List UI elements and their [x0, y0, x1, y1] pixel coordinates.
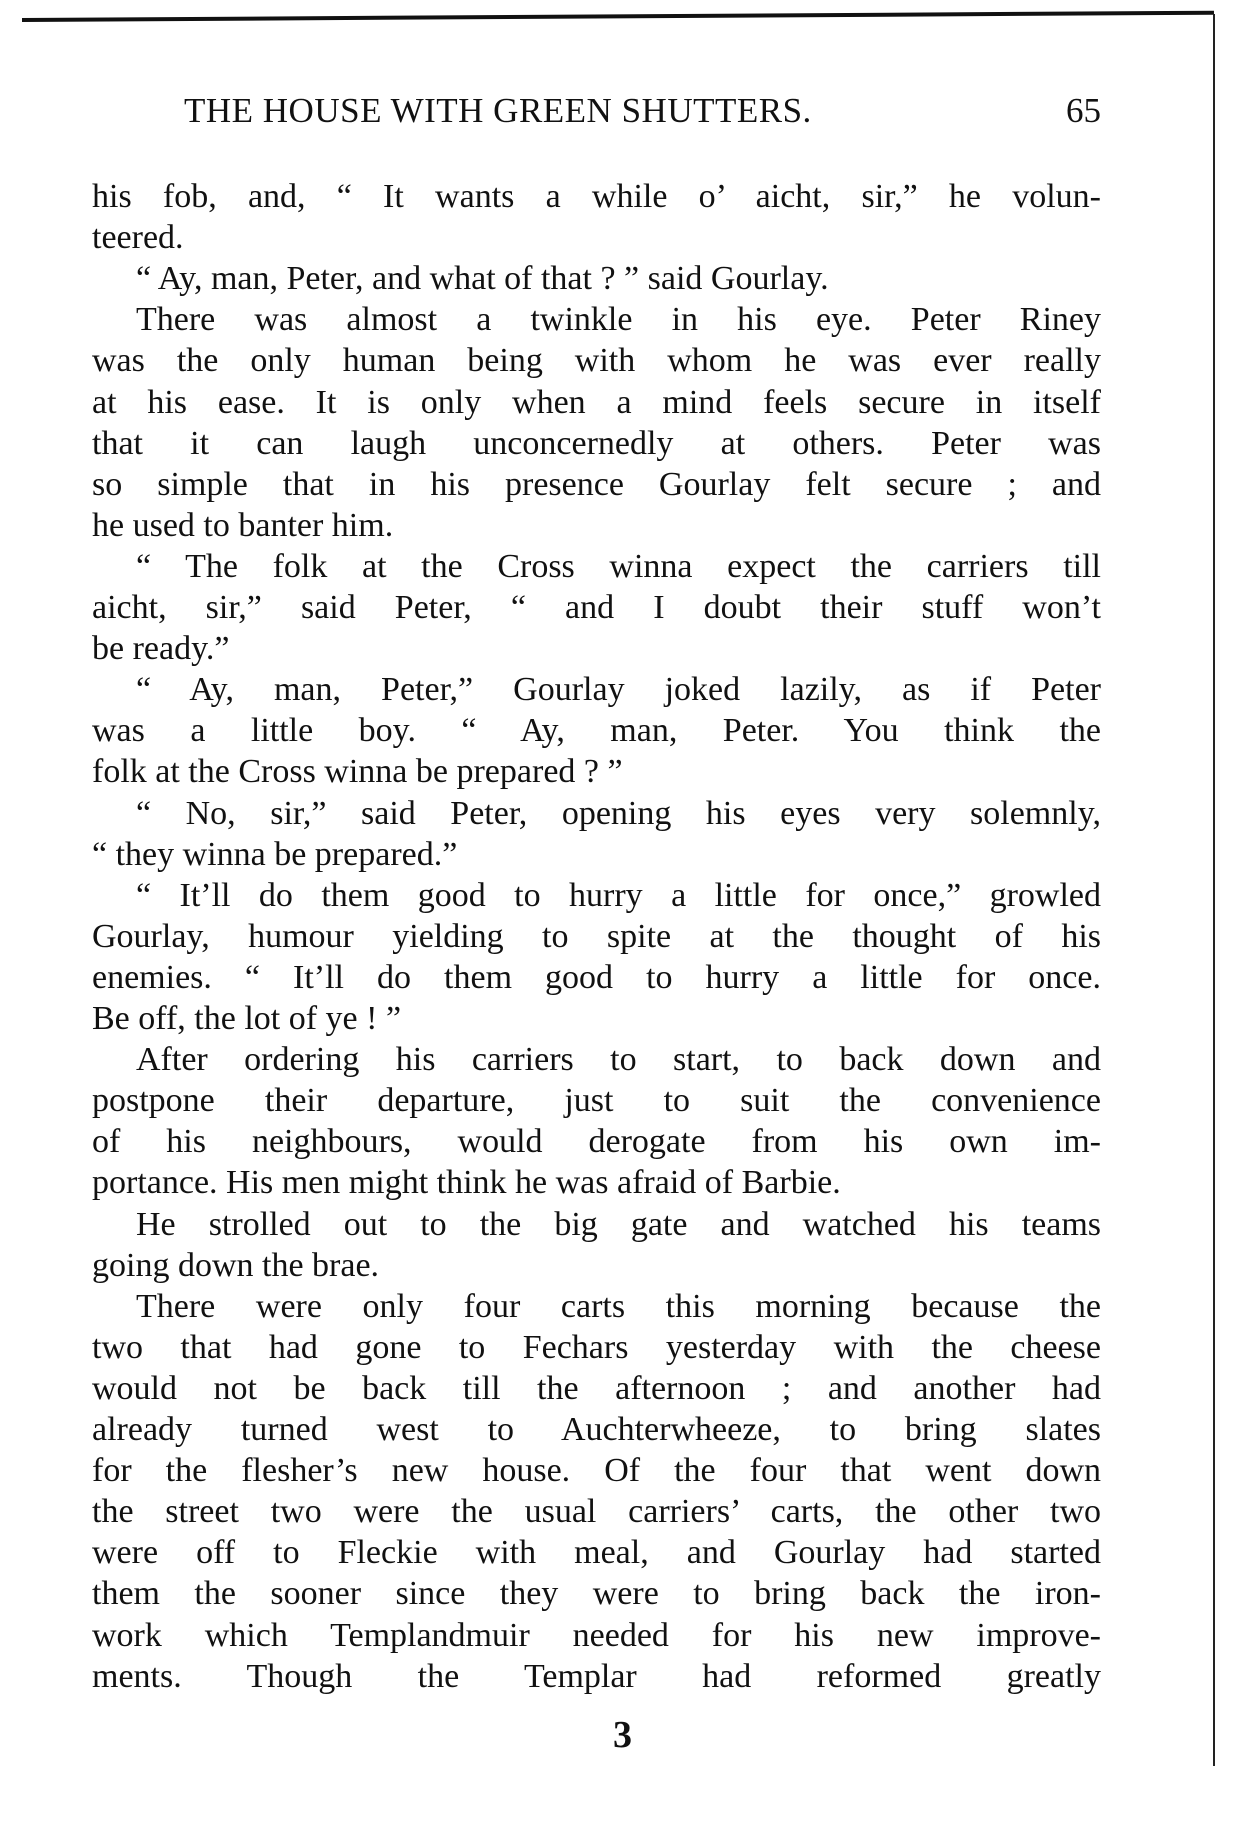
text-line: so simple that in his presence Gourlay felt secure ; and	[92, 465, 1101, 503]
text-line: work which Templandmuir needed for his new improve-	[92, 1616, 1101, 1654]
text-line: of his neighbours, would derogate from his own im-	[92, 1123, 1101, 1161]
text-line: going down the brae.	[92, 1246, 380, 1284]
text-line: “ Ay, man, Peter, and what of that ? ” said Gourlay.	[136, 260, 829, 298]
text-line: “ It’ll do them good to hurry a little for once,” growled	[136, 876, 1101, 914]
page-number: 65	[1066, 91, 1101, 130]
top-rule	[22, 11, 1214, 22]
running-title: THE HOUSE WITH GREEN SHUTTERS.	[184, 91, 812, 130]
text-line: he used to banter him.	[92, 506, 394, 544]
text-line: aicht, sir,” said Peter, “ and I doubt their stuff won’t	[92, 589, 1101, 626]
text-line: at his ease. It is only when a mind feels secure in itself	[92, 383, 1101, 421]
text-line: “ The folk at the Cross winna expect the carriers till	[136, 547, 1101, 585]
text-line: his fob, and, “ It wants a while o’ aicht, sir,” he volun-	[92, 178, 1101, 215]
text-line: them the sooner since they were to bring back the iron-	[92, 1575, 1101, 1613]
text-line: was a little boy. “ Ay, man, Peter. You think the	[92, 712, 1101, 750]
text-line: folk at the Cross winna be prepared ? ”	[92, 753, 623, 791]
text-line: was the only human being with whom he was ever really	[92, 342, 1101, 380]
text-line: would not be back till the afternoon ; and another had	[92, 1369, 1101, 1407]
text-line: “ they winna be prepared.”	[92, 835, 458, 873]
text-line: teered.	[92, 219, 184, 257]
text-line: postpone their departure, just to suit the convenience	[92, 1082, 1101, 1120]
text-line: Be off, the lot of ye ! ”	[92, 1000, 402, 1037]
text-line: two that had gone to Fechars yesterday with the cheese	[92, 1328, 1101, 1366]
text-line: were off to Fleckie with meal, and Gourlay had started	[92, 1534, 1101, 1572]
text-line: for the flesher’s new house. Of the four that went down	[92, 1452, 1101, 1490]
text-line: “ Ay, man, Peter,” Gourlay joked lazily, as if Peter	[136, 671, 1101, 709]
text-line: that it can laugh unconcernedly at others. Peter was	[92, 424, 1101, 462]
signature-mark: 3	[613, 1714, 632, 1756]
running-header	[184, 88, 1101, 134]
text-line: ments. Though the Templar had reformed greatly	[92, 1657, 1101, 1695]
text-line: be ready.”	[92, 630, 230, 668]
text-line: portance. His men might think he was afraid of Barbie.	[92, 1164, 841, 1202]
text-line: He strolled out to the big gate and watched his teams	[136, 1205, 1101, 1243]
text-line: Gourlay, humour yielding to spite at the thought of his	[92, 917, 1101, 955]
text-line: There was almost a twinkle in his eye. Peter Riney	[136, 301, 1101, 339]
text-line: After ordering his carriers to start, to back down and	[136, 1041, 1101, 1079]
page-edge	[1213, 14, 1215, 1766]
text-line: already turned west to Auchterwheeze, to bring slates	[92, 1411, 1101, 1448]
text-line: enemies. “ It’ll do them good to hurry a little for once.	[92, 958, 1101, 996]
text-line: the street two were the usual carriers’ carts, the other two	[92, 1493, 1101, 1531]
text-line: There were only four carts this morning because the	[136, 1287, 1101, 1325]
text-line: “ No, sir,” said Peter, opening his eyes very solemnly,	[136, 794, 1101, 832]
